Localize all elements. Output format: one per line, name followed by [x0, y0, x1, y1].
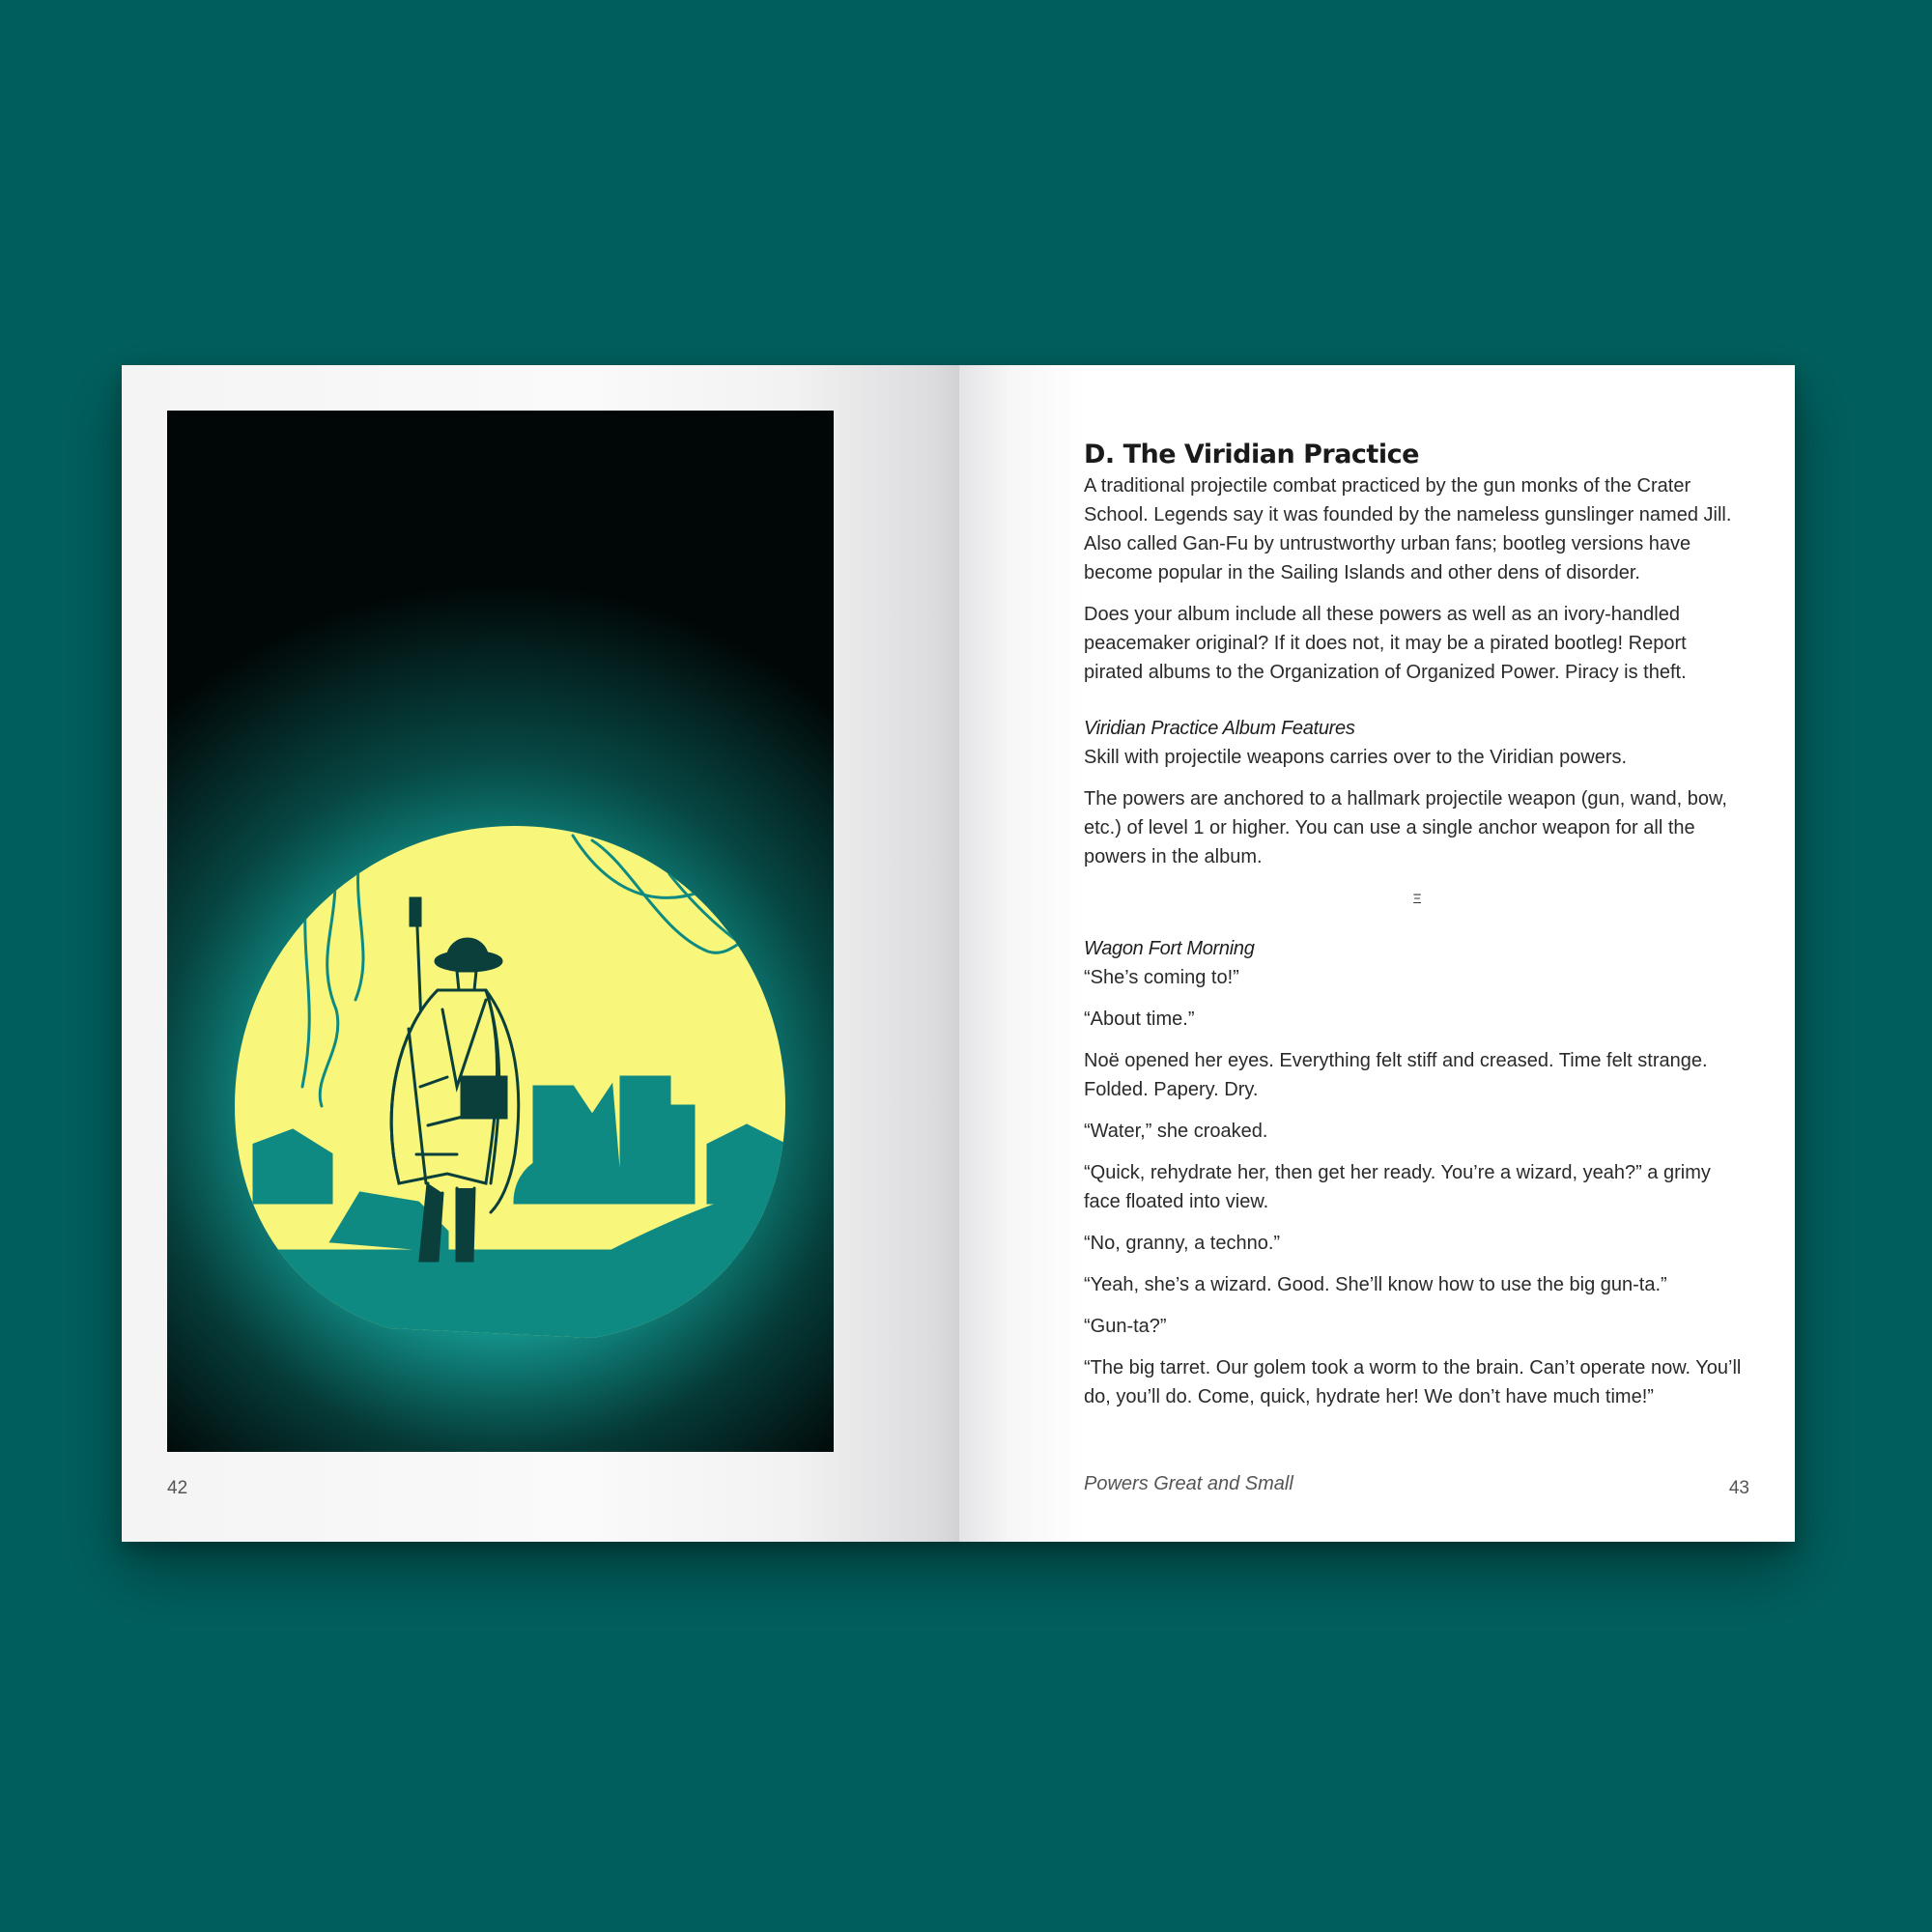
right-page-text — [1084, 440, 1750, 1424]
story-paragraph: “About time.” — [1084, 1009, 1195, 1030]
section-ornament: Ξ — [1412, 891, 1422, 906]
story-paragraph: “The big tarret. Our golem took a worm to the brain. Can’t operate now. You’ll do, you’ll do. Come, quick, hydrate her! We don’t have much time!” — [1084, 1357, 1742, 1407]
left-page — [122, 365, 959, 1542]
story-paragraph: “She’s coming to!” — [1084, 967, 1239, 988]
story-paragraph: “No, granny, a techno.” — [1084, 1233, 1281, 1254]
features-paragraph: The powers are anchored to a hallmark projectile weapon (gun, wand, bow, etc.) of level 1 or higher. You can use a single anchor weapon for all the powers in the album. — [1084, 788, 1727, 867]
section-heading: D. The Viridian Practice — [1084, 440, 1419, 469]
illustration — [167, 411, 834, 1452]
features-heading: Viridian Practice Album Features — [1084, 718, 1355, 739]
story-paragraph: “Water,” she croaked. — [1084, 1121, 1268, 1142]
story-paragraph: Noë opened her eyes. Everything felt stiff and creased. Time felt strange. Folded. Papery. Dry. — [1084, 1050, 1708, 1100]
intro-paragraph: Does your album include all these powers as well as an ivory-handled peacemaker original? If it does not, it may be a pirated bootleg! Report pirated albums to the Organization of Organized Power. Piracy is theft. — [1084, 604, 1687, 683]
story-heading: Wagon Fort Morning — [1084, 938, 1255, 959]
story-paragraph: “Quick, rehydrate her, then get her ready. You’re a wizard, yeah?” a grimy face floated into view. — [1084, 1162, 1711, 1212]
intro-paragraph: A traditional projectile combat practiced by the gun monks of the Crater School. Legends say it was founded by the nameless gunslinger named Jill. Also called Gan-Fu by untrustworthy urban fans; bootleg versions have become popular in the Sailing Islands and other dens of disorder. — [1084, 475, 1732, 583]
running-title: Powers Great and Small — [1084, 1473, 1293, 1494]
story-paragraph: “Gun-ta?” — [1084, 1316, 1167, 1337]
features-paragraph: Skill with projectile weapons carries over to the Viridian powers. — [1084, 747, 1628, 768]
page-number-left: 42 — [167, 1478, 188, 1498]
story-paragraph: “Yeah, she’s a wizard. Good. She’ll know how to use the big gun-ta.” — [1084, 1274, 1667, 1295]
page-number-right: 43 — [1728, 1478, 1749, 1498]
